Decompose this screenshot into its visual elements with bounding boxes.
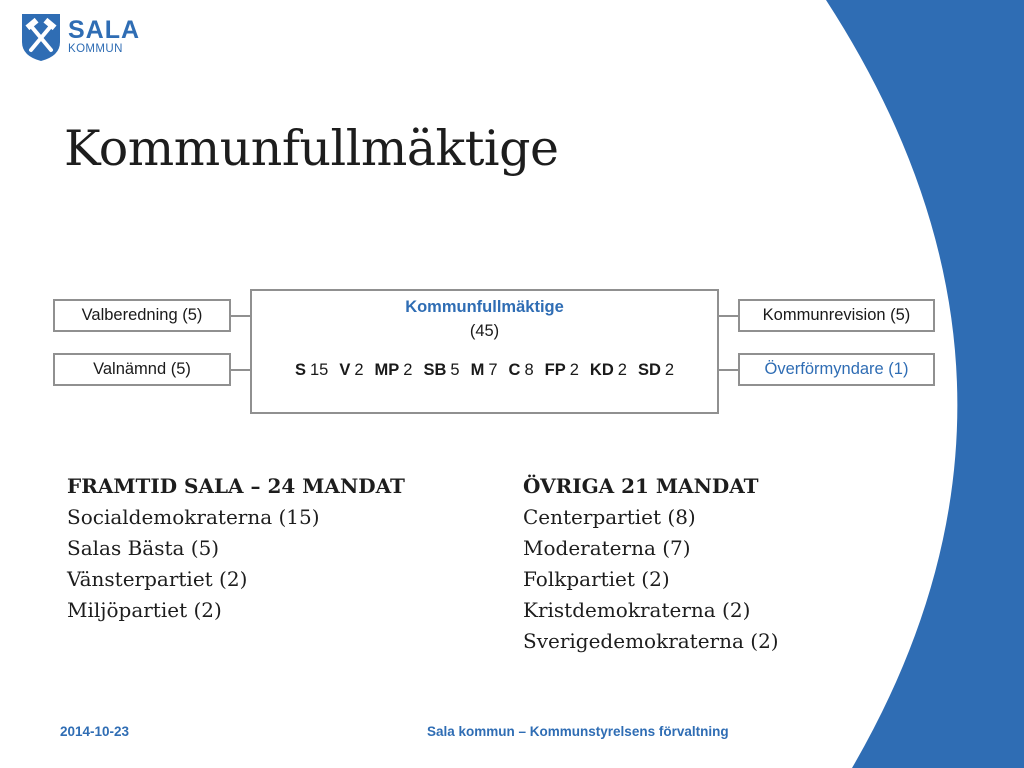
list-item: Kristdemokraterna (2) bbox=[523, 598, 751, 622]
list-ovriga bbox=[523, 471, 779, 657]
party-seat-c: C 8 bbox=[508, 361, 534, 379]
footer-date: 2014-10-23 bbox=[60, 724, 130, 739]
box-overformyndare bbox=[738, 353, 935, 386]
party-seat-s: S 15 bbox=[294, 361, 329, 379]
list-item: Moderaterna (7) bbox=[523, 536, 691, 560]
slide-title: Kommunfullmäktige bbox=[64, 120, 559, 177]
party-seat-kd: KD 2 bbox=[589, 361, 627, 379]
list-item: Socialdemokraterna (15) bbox=[67, 505, 320, 529]
list-heading: FRAMTID SALA – 24 MANDAT bbox=[67, 474, 405, 498]
connector-kommunrevision bbox=[719, 315, 738, 317]
connector-valberedning bbox=[231, 315, 250, 317]
party-seat-fp: FP 2 bbox=[544, 361, 579, 379]
footer-organization: Sala kommun – Kommunstyrelsens förvaltning bbox=[427, 724, 729, 739]
sala-kommun-logo bbox=[20, 12, 140, 62]
box-label: Valberedning (5) bbox=[81, 306, 203, 324]
party-seat-sb: SB 5 bbox=[423, 361, 460, 379]
list-heading: ÖVRIGA 21 MANDAT bbox=[523, 474, 759, 498]
logo-wordmark-subname: KOMMUN bbox=[68, 43, 123, 56]
connector-overformyndare bbox=[719, 369, 738, 371]
party-seat-row bbox=[252, 361, 717, 380]
box-label: Valnämnd (5) bbox=[93, 360, 191, 378]
party-seat-sd: SD 2 bbox=[637, 361, 675, 379]
box-kommunrevision bbox=[738, 299, 935, 332]
connector-valnamnd bbox=[231, 369, 250, 371]
list-framtid-sala bbox=[67, 471, 405, 626]
party-seat-mp: MP 2 bbox=[374, 361, 413, 379]
party-seat-v: V 2 bbox=[339, 361, 364, 379]
center-box-title: Kommunfullmäktige bbox=[405, 298, 564, 316]
party-seat-m: M 7 bbox=[470, 361, 498, 379]
list-item: Miljöpartiet (2) bbox=[67, 598, 222, 622]
list-item: Sverigedemokraterna (2) bbox=[523, 629, 779, 653]
center-box-seat-total: (45) bbox=[469, 322, 500, 340]
box-valnamnd bbox=[53, 353, 231, 386]
list-item: Salas Bästa (5) bbox=[67, 536, 220, 560]
list-item: Centerpartiet (8) bbox=[523, 505, 696, 529]
box-valberedning bbox=[53, 299, 231, 332]
logo-wordmark-name: SALA bbox=[68, 16, 141, 45]
box-label: Kommunrevision (5) bbox=[762, 306, 911, 324]
crossed-hammers-shield-icon bbox=[20, 12, 62, 62]
box-label: Överförmyndare (1) bbox=[764, 360, 909, 378]
list-item: Folkpartiet (2) bbox=[523, 567, 670, 591]
list-item: Vänsterpartiet (2) bbox=[67, 567, 248, 591]
box-kommunfullmaktige bbox=[250, 289, 719, 414]
